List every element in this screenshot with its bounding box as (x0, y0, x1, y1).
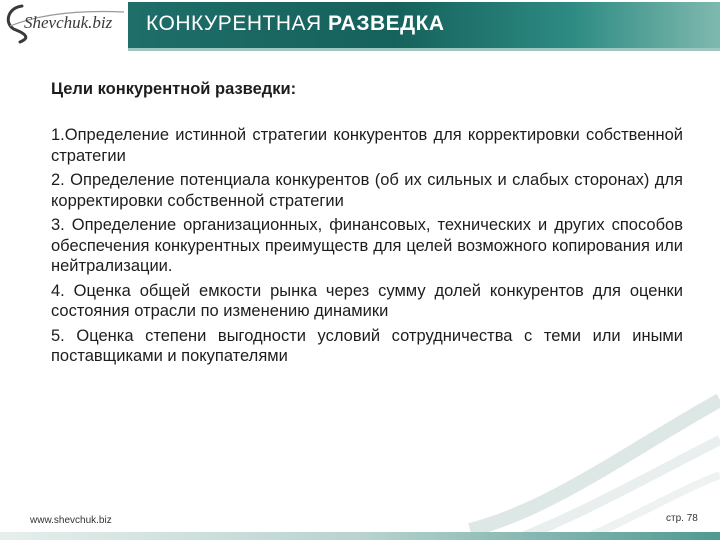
header-divider (128, 48, 720, 51)
footer-divider (0, 532, 720, 540)
goal-item-2: 2. Определение потенциала конкурентов (об их сильных и слабых сторонах) для корректировки собственной стратегии (51, 171, 683, 210)
title-bold: РАЗВЕДКА (328, 12, 445, 35)
logo (0, 0, 128, 46)
logo-text: Shevchuk.biz (24, 13, 113, 32)
header (0, 0, 720, 58)
page-title (146, 12, 445, 36)
logo-swoosh-icon (0, 0, 128, 46)
goal-item-4: 4. Оценка общей емкости рынка через сумму долей конкурентов для оценки состояния отрасли по изменению динамики (51, 281, 683, 320)
section-subtitle: Цели конкурентной разведки: (51, 80, 297, 98)
goal-item-5: 5. Оценка степени выгодности условий сотрудничества с теми или иными поставщиками и покупателями (51, 326, 683, 365)
footer-url[interactable]: www.shevchuk.biz (30, 515, 112, 526)
title-band (128, 2, 720, 48)
page-number: стр. 78 (666, 513, 698, 524)
goal-item-1: 1.Определение истинной стратегии конкурентов для корректировки собственной стратегии (51, 126, 683, 165)
title-regular: КОНКУРЕНТНАЯ (146, 12, 328, 35)
goal-item-3: 3. Определение организационных, финансовых, технических и других способов обеспечения конкурентных преимуществ для целей возможного копирования или нейтрализации. (51, 216, 683, 275)
main-content (51, 80, 683, 371)
